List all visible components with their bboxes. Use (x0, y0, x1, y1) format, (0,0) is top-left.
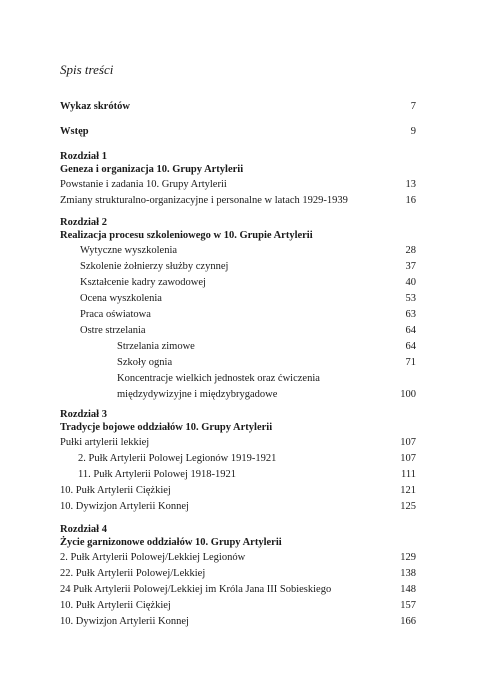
toc-entry[interactable] (60, 308, 416, 321)
toc-page-number: 121 (400, 485, 416, 496)
toc-page-number: 71 (405, 357, 416, 368)
toc-page-number: 53 (405, 293, 416, 304)
toc-page-number: 7 (410, 101, 416, 112)
toc-entry[interactable] (60, 340, 416, 353)
toc-entry[interactable] (60, 324, 416, 337)
toc-entry-label: Ostre strzelania (80, 325, 146, 336)
toc-page-number: 125 (400, 501, 416, 512)
toc-entry[interactable] (60, 484, 416, 497)
toc-entry-label: 10. Dywizjon Artylerii Konnej (60, 616, 189, 627)
toc-page-number: 9 (410, 126, 416, 137)
chapter-number: Rozdział 1 (60, 151, 107, 162)
toc-entry-label: Praca oświatowa (80, 309, 151, 320)
chapter-title: Realizacja procesu szkoleniowego w 10. Grupie Artylerii (60, 230, 313, 241)
chapter-number: Rozdział 2 (60, 217, 107, 228)
toc-entry-label: Pułki artylerii lekkiej (60, 437, 150, 448)
toc-entry[interactable] (60, 436, 416, 449)
toc-entry-label: Ocena wyszkolenia (80, 293, 162, 304)
toc-entry[interactable] (60, 551, 416, 564)
toc-page-number: 107 (400, 437, 416, 448)
toc-entry-label: Wstęp (60, 126, 89, 137)
toc-page-number: 166 (400, 616, 416, 627)
toc-page-number: 157 (400, 600, 416, 611)
toc-entry-label: Zmiany strukturalno-organizacyjne i personalne w latach 1929-1939 (60, 195, 348, 206)
toc-entry-label: Powstanie i zadania 10. Grupy Artylerii (60, 179, 227, 190)
toc-entry[interactable] (60, 388, 416, 401)
toc-entry[interactable] (60, 615, 416, 628)
chapter-number: Rozdział 4 (60, 524, 107, 535)
chapter-title: Życie garnizonowe oddziałów 10. Grupy Artylerii (60, 537, 282, 548)
page-title: Spis treści (60, 62, 114, 77)
chapter-number: Rozdział 3 (60, 409, 107, 420)
toc-entry[interactable] (60, 567, 416, 580)
toc-page-number: 40 (405, 277, 416, 288)
chapter-title: Geneza i organizacja 10. Grupy Artylerii (60, 164, 244, 175)
toc-page-number: 64 (405, 325, 416, 336)
toc-entry-label: międzydywizyjne i międzybrygadowe (117, 389, 278, 400)
toc-entry-label: Kształcenie kadry zawodowej (80, 277, 206, 288)
toc-entry[interactable] (60, 356, 416, 369)
toc-entry-label: Wytyczne wyszkolenia (80, 245, 178, 256)
toc-entry[interactable] (60, 260, 416, 273)
toc-page-number: 63 (405, 309, 416, 320)
toc-page-number: 138 (400, 568, 416, 579)
toc-entry-label: Szkoły ognia (117, 357, 173, 368)
toc-entry-label: Wykaz skrótów (60, 101, 130, 112)
toc-entry[interactable] (60, 583, 416, 596)
toc-page-number: 129 (400, 552, 416, 563)
toc-page-number: 37 (405, 261, 416, 272)
toc-page-number: 13 (405, 179, 416, 190)
toc-page-number: 28 (405, 245, 416, 256)
toc-page-number: 111 (401, 469, 416, 480)
toc-entry-label: 2. Pułk Artylerii Polowej Legionów 1919-1921 (78, 453, 277, 464)
toc-entry-label: Szkolenie żołnierzy służby czynnej (80, 261, 229, 272)
toc-entry[interactable] (60, 500, 416, 513)
toc-entry-label: 2. Pułk Artylerii Polowej/Lekkiej Legionów (60, 552, 246, 563)
toc-entry-label: Strzelania zimowe (117, 341, 195, 352)
toc-entry-label: 22. Pułk Artylerii Polowej/Lekkiej (60, 568, 206, 579)
toc-page-number: 64 (405, 341, 416, 352)
toc-entry-label: 10. Pułk Artylerii Ciężkiej (60, 485, 171, 496)
toc-entry[interactable] (60, 292, 416, 305)
toc-entry-label: 11. Pułk Artylerii Polowej 1918-1921 (78, 469, 236, 480)
toc-page-number: 148 (400, 584, 416, 595)
toc-page-number: 16 (405, 195, 416, 206)
toc-entry-label: Koncentracje wielkich jednostek oraz ćwiczenia (117, 373, 320, 384)
toc-entry-abbreviations[interactable] (60, 100, 416, 113)
toc-entry[interactable] (60, 468, 416, 481)
chapter-title: Tradycje bojowe oddziałów 10. Grupy Artylerii (60, 422, 273, 433)
toc-entry[interactable] (60, 194, 416, 207)
toc-page-number: 107 (400, 453, 416, 464)
toc-entry-introduction[interactable] (60, 125, 416, 138)
toc-entry-label: 10. Pułk Artylerii Ciężkiej (60, 600, 171, 611)
toc-entry[interactable] (60, 276, 416, 289)
toc-entry[interactable] (60, 244, 416, 257)
toc-entry-label: 10. Dywizjon Artylerii Konnej (60, 501, 189, 512)
toc-entry-label: 24 Pułk Artylerii Polowej/Lekkiej im Króla Jana III Sobieskiego (60, 584, 332, 595)
toc-entry[interactable] (60, 372, 416, 385)
toc-entry[interactable] (60, 599, 416, 612)
toc-page-number: 100 (400, 389, 416, 400)
toc-entry[interactable] (60, 452, 416, 465)
toc-entry[interactable] (60, 178, 416, 191)
